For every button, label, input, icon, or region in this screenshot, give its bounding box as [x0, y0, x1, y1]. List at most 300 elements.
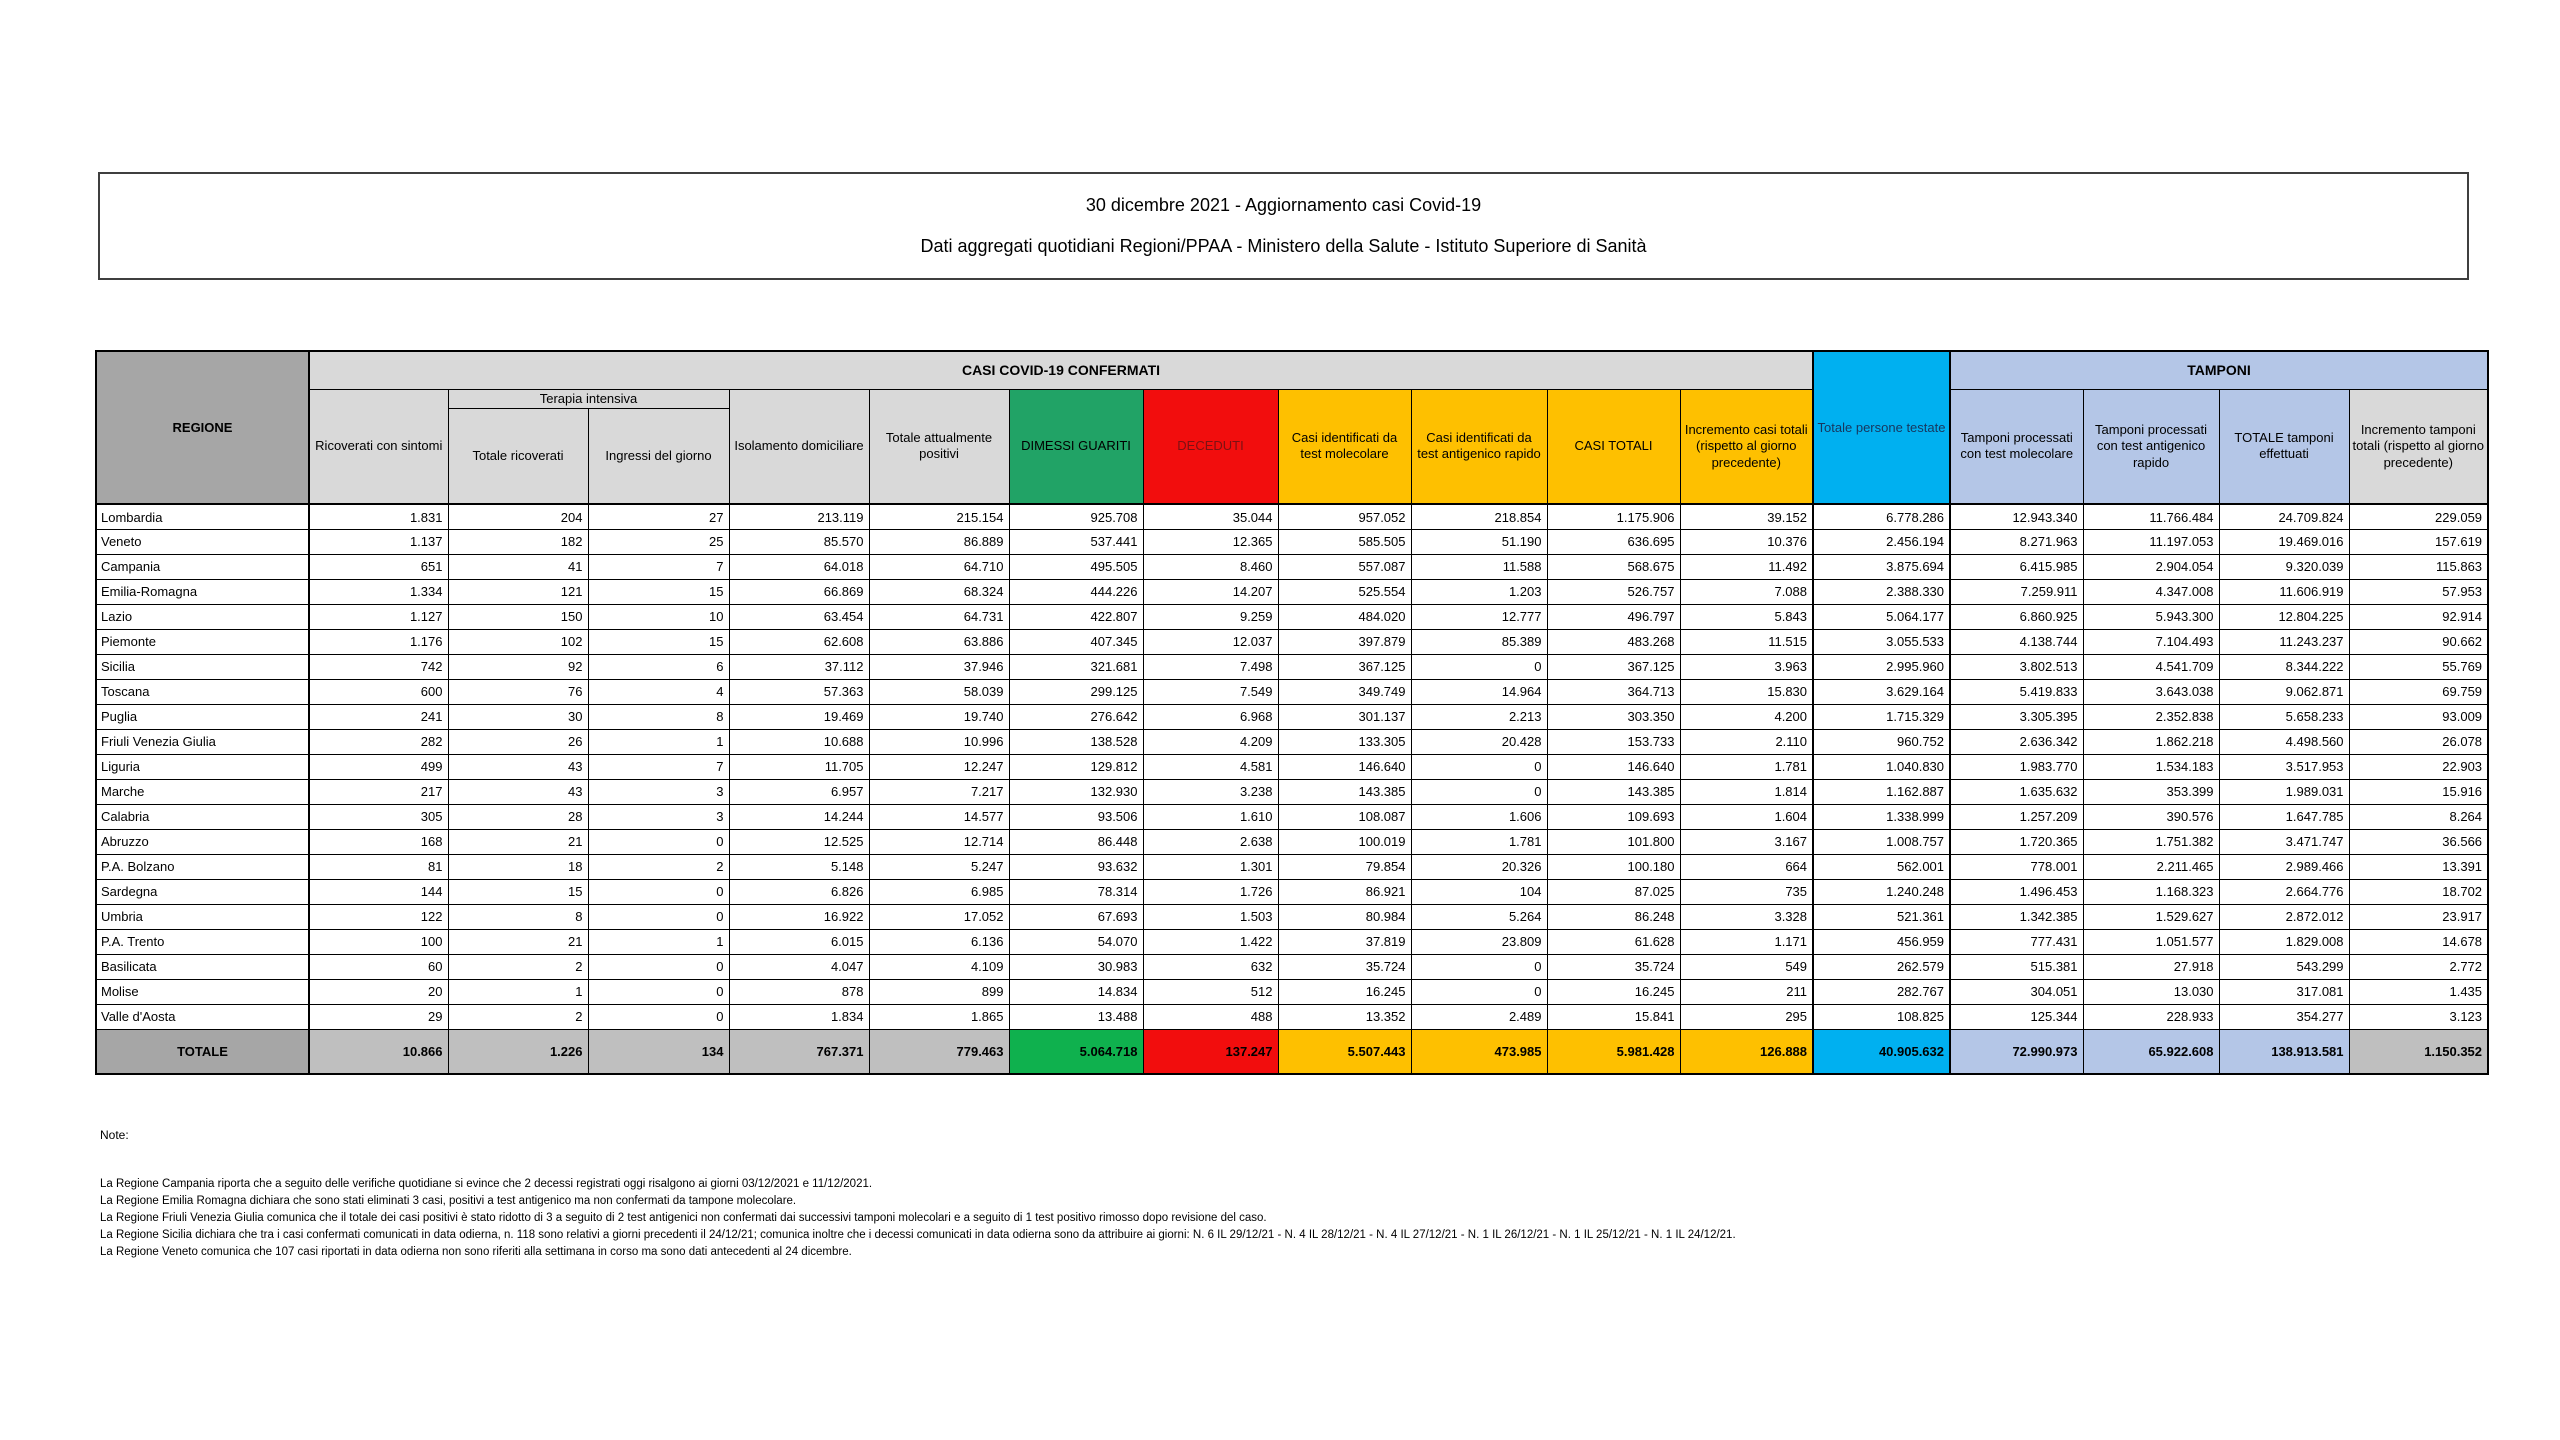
value-cell: 23.809: [1411, 929, 1547, 954]
value-cell: 6.136: [869, 929, 1009, 954]
note-sicilia: La Regione Sicilia dichiara che tra i casi confermati comunicati in data odierna, n. 118 sono relativi a giorni precedenti il 24/12/21; comunica inoltre che i decessi comunicati in data odierna sono da attribuire ai giorni: N. 6 IL 29/12/21 - N. 4 IL 28/12/21 - N. 4 IL 27/12/21 - N. 1 IL 26/12/21 - N. 1 IL 25/12/21 - N. 1 IL 24/12/21.: [100, 1229, 1736, 1241]
value-cell: 515.381: [1950, 954, 2083, 979]
value-cell: 7.104.493: [2083, 629, 2219, 654]
value-cell: 735: [1680, 879, 1813, 904]
region-row: [96, 629, 2488, 654]
value-cell: 537.441: [1009, 529, 1143, 554]
value-cell: 11.705: [729, 754, 869, 779]
region-row: [96, 754, 2488, 779]
group-header-casi-confermati: CASI COVID-19 CONFERMATI: [309, 351, 1813, 389]
value-cell: 7: [588, 554, 729, 579]
value-cell: 1.751.382: [2083, 829, 2219, 854]
value-cell: 3.167: [1680, 829, 1813, 854]
value-cell: 484.020: [1278, 604, 1411, 629]
value-cell: 636.695: [1547, 529, 1680, 554]
value-cell: 20.326: [1411, 854, 1547, 879]
value-cell: 303.350: [1547, 704, 1680, 729]
value-cell: 1.829.008: [2219, 929, 2349, 954]
value-cell: 86.448: [1009, 829, 1143, 854]
value-cell: 30: [448, 704, 588, 729]
region-name: P.A. Bolzano: [96, 854, 309, 879]
value-cell: 66.869: [729, 579, 869, 604]
value-cell: 1: [588, 929, 729, 954]
value-cell: 153.733: [1547, 729, 1680, 754]
col-header-dimessi-guariti: DIMESSI GUARITI: [1009, 389, 1143, 504]
value-cell: 4.209: [1143, 729, 1278, 754]
value-cell: 217: [309, 779, 448, 804]
value-cell: 121: [448, 579, 588, 604]
value-cell: 6.778.286: [1813, 504, 1950, 529]
value-cell: 562.001: [1813, 854, 1950, 879]
region-row: [96, 1004, 2488, 1029]
region-name: Basilicata: [96, 954, 309, 979]
region-name: Liguria: [96, 754, 309, 779]
value-cell: 1.422: [1143, 929, 1278, 954]
value-cell: 5.148: [729, 854, 869, 879]
value-cell: 2.352.838: [2083, 704, 2219, 729]
value-cell: 24.709.824: [2219, 504, 2349, 529]
value-cell: 19.740: [869, 704, 1009, 729]
region-row: [96, 804, 2488, 829]
value-cell: 15.830: [1680, 679, 1813, 704]
value-cell: 204: [448, 504, 588, 529]
value-cell: 397.879: [1278, 629, 1411, 654]
value-cell: 9.320.039: [2219, 554, 2349, 579]
value-cell: 92: [448, 654, 588, 679]
value-cell: 4.541.709: [2083, 654, 2219, 679]
value-cell: 102: [448, 629, 588, 654]
col-header-incremento-tamponi: Incremento tamponi totali (rispetto al giorno precedente): [2349, 389, 2488, 504]
value-cell: 0: [588, 879, 729, 904]
value-cell: 483.268: [1547, 629, 1680, 654]
value-cell: 367.125: [1278, 654, 1411, 679]
notes-heading: Note:: [100, 1128, 129, 1142]
value-cell: 133.305: [1278, 729, 1411, 754]
value-cell: 28: [448, 804, 588, 829]
value-cell: 5.264: [1411, 904, 1547, 929]
value-cell: 92.914: [2349, 604, 2488, 629]
value-cell: 29: [309, 1004, 448, 1029]
value-cell: 1.240.248: [1813, 879, 1950, 904]
region-name: Molise: [96, 979, 309, 1004]
value-cell: 632: [1143, 954, 1278, 979]
value-cell: 4.109: [869, 954, 1009, 979]
value-cell: 115.863: [2349, 554, 2488, 579]
value-cell: 3.123: [2349, 1004, 2488, 1029]
region-name: Valle d'Aosta: [96, 1004, 309, 1029]
value-cell: 473.985: [1411, 1029, 1547, 1074]
region-row: [96, 979, 2488, 1004]
value-cell: 61.628: [1547, 929, 1680, 954]
value-cell: 6.860.925: [1950, 604, 2083, 629]
value-cell: 456.959: [1813, 929, 1950, 954]
table-body: [96, 504, 2488, 1074]
region-row: [96, 579, 2488, 604]
value-cell: 444.226: [1009, 579, 1143, 604]
value-cell: 65.922.608: [2083, 1029, 2219, 1074]
value-cell: 3: [588, 804, 729, 829]
value-cell: 23.917: [2349, 904, 2488, 929]
value-cell: 3.875.694: [1813, 554, 1950, 579]
value-cell: 69.759: [2349, 679, 2488, 704]
value-cell: 80.984: [1278, 904, 1411, 929]
value-cell: 767.371: [729, 1029, 869, 1074]
value-cell: 2: [448, 1004, 588, 1029]
value-cell: 79.854: [1278, 854, 1411, 879]
value-cell: 10.866: [309, 1029, 448, 1074]
value-cell: 3.471.747: [2219, 829, 2349, 854]
value-cell: 6.957: [729, 779, 869, 804]
value-cell: 108.087: [1278, 804, 1411, 829]
value-cell: 100.180: [1547, 854, 1680, 879]
value-cell: 3.802.513: [1950, 654, 2083, 679]
value-cell: 7.217: [869, 779, 1009, 804]
value-cell: 1.989.031: [2219, 779, 2349, 804]
value-cell: 11.197.053: [2083, 529, 2219, 554]
value-cell: 8: [588, 704, 729, 729]
value-cell: 5.843: [1680, 604, 1813, 629]
note-veneto: La Regione Veneto comunica che 107 casi riportati in data odierna non sono riferiti alla settimana in corso ma sono dati antecedenti al 24 dicembre.: [100, 1246, 852, 1258]
value-cell: 143.385: [1547, 779, 1680, 804]
value-cell: 6.015: [729, 929, 869, 954]
value-cell: 8.344.222: [2219, 654, 2349, 679]
value-cell: 54.070: [1009, 929, 1143, 954]
value-cell: 1.503: [1143, 904, 1278, 929]
value-cell: 43: [448, 779, 588, 804]
value-cell: 6.826: [729, 879, 869, 904]
value-cell: 218.854: [1411, 504, 1547, 529]
value-cell: 1.606: [1411, 804, 1547, 829]
value-cell: 137.247: [1143, 1029, 1278, 1074]
value-cell: 14.834: [1009, 979, 1143, 1004]
value-cell: 1.334: [309, 579, 448, 604]
value-cell: 742: [309, 654, 448, 679]
value-cell: 321.681: [1009, 654, 1143, 679]
region-name: Campania: [96, 554, 309, 579]
value-cell: 1.176: [309, 629, 448, 654]
value-cell: 3.328: [1680, 904, 1813, 929]
value-cell: 2.989.466: [2219, 854, 2349, 879]
value-cell: 87.025: [1547, 879, 1680, 904]
col-header-incremento-casi: Incremento casi totali (rispetto al giorno precedente): [1680, 389, 1813, 504]
covid-data-table: [95, 350, 2489, 1075]
region-row: [96, 904, 2488, 929]
value-cell: 2.489: [1411, 1004, 1547, 1029]
col-header-regione: REGIONE: [96, 351, 309, 504]
value-cell: 5.419.833: [1950, 679, 2083, 704]
value-cell: 4.200: [1680, 704, 1813, 729]
region-name: Emilia-Romagna: [96, 579, 309, 604]
region-row: [96, 879, 2488, 904]
value-cell: 63.886: [869, 629, 1009, 654]
value-cell: 182: [448, 529, 588, 554]
region-name: Lazio: [96, 604, 309, 629]
value-cell: 35.724: [1278, 954, 1411, 979]
value-cell: 282: [309, 729, 448, 754]
value-cell: 93.009: [2349, 704, 2488, 729]
value-cell: 5.064.718: [1009, 1029, 1143, 1074]
value-cell: 35.724: [1547, 954, 1680, 979]
value-cell: 364.713: [1547, 679, 1680, 704]
value-cell: 1.862.218: [2083, 729, 2219, 754]
value-cell: 21: [448, 929, 588, 954]
value-cell: 878: [729, 979, 869, 1004]
value-cell: 549: [1680, 954, 1813, 979]
note-campania: La Regione Campania riporta che a seguito delle verifiche quotidiane si evince che 2 decessi registrati oggi risalgono ai giorni 03/12/2021 e 11/12/2021.: [100, 1178, 873, 1190]
value-cell: 68.324: [869, 579, 1009, 604]
value-cell: 16.245: [1278, 979, 1411, 1004]
value-cell: 122: [309, 904, 448, 929]
value-cell: 150: [448, 604, 588, 629]
value-cell: 138.913.581: [2219, 1029, 2349, 1074]
value-cell: 10.996: [869, 729, 1009, 754]
region-row: [96, 854, 2488, 879]
value-cell: 229.059: [2349, 504, 2488, 529]
value-cell: 11.492: [1680, 554, 1813, 579]
value-cell: 85.389: [1411, 629, 1547, 654]
region-name: Abruzzo: [96, 829, 309, 854]
value-cell: 168: [309, 829, 448, 854]
value-cell: 295: [1680, 1004, 1813, 1029]
value-cell: 4.498.560: [2219, 729, 2349, 754]
value-cell: 664: [1680, 854, 1813, 879]
value-cell: 3.055.533: [1813, 629, 1950, 654]
value-cell: 10.688: [729, 729, 869, 754]
value-cell: 526.757: [1547, 579, 1680, 604]
value-cell: 14.964: [1411, 679, 1547, 704]
value-cell: 1.635.632: [1950, 779, 2083, 804]
region-row: [96, 829, 2488, 854]
value-cell: 6.985: [869, 879, 1009, 904]
value-cell: 3.643.038: [2083, 679, 2219, 704]
value-cell: 18: [448, 854, 588, 879]
value-cell: 15: [448, 879, 588, 904]
value-cell: 1.604: [1680, 804, 1813, 829]
region-name: Puglia: [96, 704, 309, 729]
value-cell: 157.619: [2349, 529, 2488, 554]
value-cell: 125.344: [1950, 1004, 2083, 1029]
value-cell: 5.247: [869, 854, 1009, 879]
value-cell: 7.088: [1680, 579, 1813, 604]
region-name: Umbria: [96, 904, 309, 929]
region-row: [96, 679, 2488, 704]
value-cell: 86.889: [869, 529, 1009, 554]
col-header-tamponi-molecolare: Tamponi processati con test molecolare: [1950, 389, 2083, 504]
value-cell: 367.125: [1547, 654, 1680, 679]
value-cell: 354.277: [2219, 1004, 2349, 1029]
note-emilia-romagna: La Regione Emilia Romagna dichiara che sono stati eliminati 3 casi, positivi a test antigenico ma non confermati da tampone molecolare.: [100, 1195, 797, 1207]
value-cell: 0: [588, 1004, 729, 1029]
value-cell: 6.415.985: [1950, 554, 2083, 579]
value-cell: 67.693: [1009, 904, 1143, 929]
region-row: [96, 529, 2488, 554]
value-cell: 26: [448, 729, 588, 754]
region-name: Lombardia: [96, 504, 309, 529]
value-cell: 12.943.340: [1950, 504, 2083, 529]
value-cell: 35.044: [1143, 504, 1278, 529]
value-cell: 407.345: [1009, 629, 1143, 654]
value-cell: 0: [1411, 954, 1547, 979]
value-cell: 925.708: [1009, 504, 1143, 529]
value-cell: 126.888: [1680, 1029, 1813, 1074]
value-cell: 13.352: [1278, 1004, 1411, 1029]
value-cell: 282.767: [1813, 979, 1950, 1004]
value-cell: 2.456.194: [1813, 529, 1950, 554]
col-header-persone-testate: Totale persone testate: [1813, 351, 1950, 504]
value-cell: 3.963: [1680, 654, 1813, 679]
region-name: P.A. Trento: [96, 929, 309, 954]
col-header-casi-totali: CASI TOTALI: [1547, 389, 1680, 504]
value-cell: 101.800: [1547, 829, 1680, 854]
value-cell: 26.078: [2349, 729, 2488, 754]
value-cell: 62.608: [729, 629, 869, 654]
region-row: [96, 729, 2488, 754]
value-cell: 2: [588, 854, 729, 879]
value-cell: 8.271.963: [1950, 529, 2083, 554]
value-cell: 0: [1411, 979, 1547, 1004]
value-cell: 25: [588, 529, 729, 554]
value-cell: 2.636.342: [1950, 729, 2083, 754]
value-cell: 1.781: [1680, 754, 1813, 779]
value-cell: 11.588: [1411, 554, 1547, 579]
value-cell: 1: [588, 729, 729, 754]
region-name: Calabria: [96, 804, 309, 829]
value-cell: 276.642: [1009, 704, 1143, 729]
value-cell: 78.314: [1009, 879, 1143, 904]
value-cell: 7.549: [1143, 679, 1278, 704]
value-cell: 19.469.016: [2219, 529, 2349, 554]
value-cell: 1.435: [2349, 979, 2488, 1004]
value-cell: 6: [588, 654, 729, 679]
value-cell: 0: [1411, 754, 1547, 779]
region-row: [96, 779, 2488, 804]
value-cell: 521.361: [1813, 904, 1950, 929]
value-cell: 100: [309, 929, 448, 954]
region-row: [96, 604, 2488, 629]
value-cell: 7.498: [1143, 654, 1278, 679]
value-cell: 37.946: [869, 654, 1009, 679]
value-cell: 20: [309, 979, 448, 1004]
value-cell: 109.693: [1547, 804, 1680, 829]
value-cell: 9.062.871: [2219, 679, 2349, 704]
value-cell: 22.903: [2349, 754, 2488, 779]
value-cell: 0: [1411, 654, 1547, 679]
value-cell: 1.051.577: [2083, 929, 2219, 954]
value-cell: 1.301: [1143, 854, 1278, 879]
value-cell: 2.772: [2349, 954, 2488, 979]
value-cell: 100.019: [1278, 829, 1411, 854]
value-cell: 64.018: [729, 554, 869, 579]
value-cell: 2.664.776: [2219, 879, 2349, 904]
value-cell: 13.030: [2083, 979, 2219, 1004]
value-cell: 1.168.323: [2083, 879, 2219, 904]
value-cell: 3.305.395: [1950, 704, 2083, 729]
col-header-ricoverati: Ricoverati con sintomi: [309, 389, 448, 504]
value-cell: 957.052: [1278, 504, 1411, 529]
region-row: [96, 704, 2488, 729]
value-cell: 11.606.919: [2219, 579, 2349, 604]
value-cell: 134: [588, 1029, 729, 1074]
value-cell: 4.138.744: [1950, 629, 2083, 654]
value-cell: 5.064.177: [1813, 604, 1950, 629]
value-cell: 11.515: [1680, 629, 1813, 654]
value-cell: 1.814: [1680, 779, 1813, 804]
value-cell: 600: [309, 679, 448, 704]
value-cell: 1.226: [448, 1029, 588, 1074]
value-cell: 27: [588, 504, 729, 529]
value-cell: 76: [448, 679, 588, 704]
value-cell: 64.710: [869, 554, 1009, 579]
value-cell: 51.190: [1411, 529, 1547, 554]
value-cell: 13.488: [1009, 1004, 1143, 1029]
total-label: TOTALE: [96, 1029, 309, 1074]
value-cell: 299.125: [1009, 679, 1143, 704]
value-cell: 21: [448, 829, 588, 854]
value-cell: 2.211.465: [2083, 854, 2219, 879]
value-cell: 241: [309, 704, 448, 729]
total-row: [96, 1029, 2488, 1074]
region-row: [96, 929, 2488, 954]
value-cell: 57.953: [2349, 579, 2488, 604]
value-cell: 2: [448, 954, 588, 979]
value-cell: 14.577: [869, 804, 1009, 829]
value-cell: 3.629.164: [1813, 679, 1950, 704]
value-cell: 1.831: [309, 504, 448, 529]
value-cell: 55.769: [2349, 654, 2488, 679]
col-header-ingressi-giorno: Ingressi del giorno: [588, 408, 729, 504]
value-cell: 495.505: [1009, 554, 1143, 579]
value-cell: 60: [309, 954, 448, 979]
col-header-casi-antigenico: Casi identificati da test antigenico rapido: [1411, 389, 1547, 504]
value-cell: 64.731: [869, 604, 1009, 629]
value-cell: 36.566: [2349, 829, 2488, 854]
value-cell: 1.865: [869, 1004, 1009, 1029]
region-name: Sardegna: [96, 879, 309, 904]
value-cell: 144: [309, 879, 448, 904]
group-header-tamponi: TAMPONI: [1950, 351, 2488, 389]
value-cell: 211: [1680, 979, 1813, 1004]
title-box: [98, 172, 2469, 280]
value-cell: 779.463: [869, 1029, 1009, 1074]
value-cell: 5.943.300: [2083, 604, 2219, 629]
value-cell: 81: [309, 854, 448, 879]
report-title: 30 dicembre 2021 - Aggiornamento casi Covid-19: [1085, 194, 1482, 215]
value-cell: 0: [588, 979, 729, 1004]
region-name: Piemonte: [96, 629, 309, 654]
region-name: Marche: [96, 779, 309, 804]
value-cell: 15: [588, 629, 729, 654]
value-cell: 512: [1143, 979, 1278, 1004]
value-cell: 228.933: [2083, 1004, 2219, 1029]
value-cell: 41: [448, 554, 588, 579]
value-cell: 1.715.329: [1813, 704, 1950, 729]
value-cell: 40.905.632: [1813, 1029, 1950, 1074]
value-cell: 1.257.209: [1950, 804, 2083, 829]
col-header-isolamento: Isolamento domiciliare: [729, 389, 869, 504]
value-cell: 13.391: [2349, 854, 2488, 879]
value-cell: 10: [588, 604, 729, 629]
value-cell: 1: [448, 979, 588, 1004]
value-cell: 5.981.428: [1547, 1029, 1680, 1074]
value-cell: 317.081: [2219, 979, 2349, 1004]
value-cell: 3.517.953: [2219, 754, 2349, 779]
value-cell: 12.777: [1411, 604, 1547, 629]
value-cell: 0: [1411, 779, 1547, 804]
value-cell: 899: [869, 979, 1009, 1004]
region-name: Veneto: [96, 529, 309, 554]
value-cell: 499: [309, 754, 448, 779]
value-cell: 1.720.365: [1950, 829, 2083, 854]
